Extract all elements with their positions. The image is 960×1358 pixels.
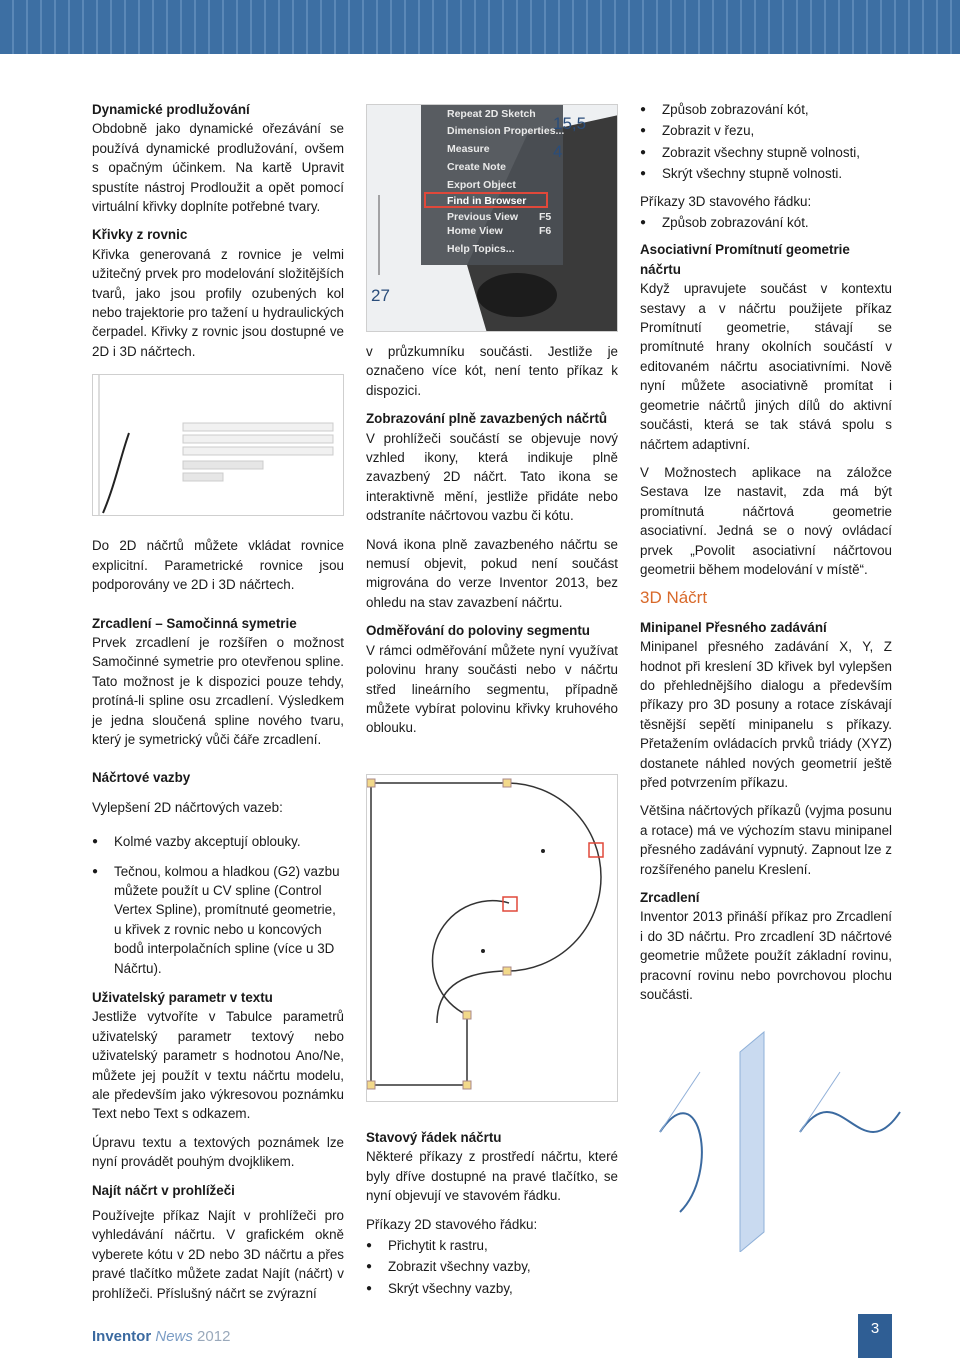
menu-item-dimension-properties[interactable]: Dimension Properties... xyxy=(447,125,565,137)
paragraph: Prvek zrcadlení je rozšířen o možnost Samočinné symetrie pro otevřenou spline. Tato možnost je k dispozici pouze tehdy, protíná-li spline osu zrcadlení. Výsledkem je jedna sloučená spline nového tvaru, který je symetrický vůči čáře zrcadlení. xyxy=(92,634,344,747)
paragraph: Příkazy 2D stavového řádku: xyxy=(366,1216,538,1232)
dimension-label: 15,5 xyxy=(553,114,587,133)
bullet-list xyxy=(640,213,892,232)
section-title: Odměřování do poloviny segmentu xyxy=(366,623,590,639)
column-2 xyxy=(366,342,618,747)
section-title: Zobrazování plně zavazbených náčrtů xyxy=(366,411,608,427)
shortcut-label: F6 xyxy=(539,225,552,237)
paragraph: Nová ikona plně zavazbeného náčrtu se nemusí objevit, pokud není součást migrována do verze Inventor 2013, bez ohledu na stav zavazbení náčrtu. xyxy=(366,536,618,610)
mirror-3d-figure xyxy=(640,1012,940,1252)
paragraph: Úpravu textu a textových poznámek lze nyní provádět pouhým dvojklikem. xyxy=(92,1134,344,1170)
list-item: ● Kolmé vazby akceptují oblouky. xyxy=(92,832,344,851)
section-title: Asociativní Promítnutí geometrie náčrtu xyxy=(640,242,850,277)
list-item: ● Skrýt všechny stupně volnosti. xyxy=(640,164,892,183)
menu-item-create-note[interactable]: Create Note xyxy=(447,161,506,173)
paragraph: Příkazy 3D stavového řádku: xyxy=(640,193,812,209)
chapter-heading: 3D Náčrt xyxy=(640,588,708,608)
equation-curve-illustration xyxy=(93,375,344,516)
section-title: Náčrtové vazby xyxy=(92,770,191,786)
sketch-midpoint-figure xyxy=(366,774,618,1102)
section-title: Křivky z rovnic xyxy=(92,227,188,243)
dimension-label: 4 xyxy=(553,142,563,161)
paragraph: Vylepšení 2D náčrtových vazeb: xyxy=(92,799,283,815)
list-item: ● Skrýt všechny vazby, xyxy=(366,1279,618,1298)
paragraph: v průzkumníku součásti. Jestliže je označeno více kót, není tento příkaz k dispozici. xyxy=(366,344,618,398)
page-number: 3 xyxy=(858,1314,892,1358)
brand-suffix: News xyxy=(155,1328,193,1345)
section-title: Najít náčrt v prohlížeči xyxy=(92,1182,235,1198)
section-title: Zrcadlení xyxy=(640,890,700,906)
paragraph: Většina náčrtových příkazů (vyjma posunu a rotace) má ve výchozím stavu minipanel přesného zadávání vypnutý. Zapnout lze z rozšířeného panelu Kreslení. xyxy=(640,803,892,877)
menu-item-home-view[interactable]: Home View xyxy=(447,225,503,237)
paragraph: V rámci odměřování můžete nyní využívat polovinu hrany součásti nebo v náčrtu střed lineárního segmentu, případně můžete vybírat polovinu křivky kruhového oblouku. xyxy=(366,642,618,736)
list-item: ● Zobrazit všechny stupně volnosti, xyxy=(640,143,892,162)
bullet-list xyxy=(640,100,892,184)
list-item: ● Zobrazit v řezu, xyxy=(640,121,892,140)
paragraph: V prohlížeči součástí se objevuje nový vzhled ikony, která indikuje plně zavazbený 2D náčrt. Tato ikona se interaktivně mění, jestliže přidáte nebo odstraníte náčrtovou vazbu či kótu. xyxy=(366,430,618,524)
column-1 xyxy=(92,100,344,1312)
column-2-bottom xyxy=(366,1128,618,1306)
menu-item-find-in-browser[interactable]: Find in Browser xyxy=(447,195,527,207)
bullet-list xyxy=(92,832,344,978)
section-title: Dynamické prodlužování xyxy=(92,102,250,117)
list-item: ● Tečnou, kolmou a hladkou (G2) vazbu můžete použít u CV spline (Control Vertex Spline), promítnuté geometrie, u křivek z rovnic nebo u koncových bodů interpolačních spline (více u 3D Náčrtu). xyxy=(92,862,344,978)
brand-name: Inventor xyxy=(92,1328,152,1345)
mirror-illustration xyxy=(640,1012,940,1252)
menu-item-repeat-sketch[interactable]: Repeat 2D Sketch xyxy=(447,108,536,120)
context-menu-figure xyxy=(366,104,618,332)
brand-year: 2012 xyxy=(197,1328,231,1345)
section-title: Zrcadlení – Samočinná symetrie xyxy=(92,615,297,631)
footer-brand xyxy=(92,1328,230,1345)
paragraph: Když upravujete součást v kontextu sestavy a v náčrtu použijete příkaz Promítnutí geometrie, stávají se promítnuté hrany okolních součástí v editovaném náčrtu asociativními. Nově nyní můžete asociativně promítat i geometrie náčrtů jiných dílů do aktivní součásti, která se tak stává spolu s náčrtem adaptivní. xyxy=(640,281,892,452)
list-item: ● Způsob zobrazování kót, xyxy=(640,100,892,119)
paragraph: Křivka generovaná z rovnice je velmi užitečný prvek pro modelování složitějších tvarů, jako jsou profily ozubených kol nebo trajektorie pro tažení u hydraulických čerpadel. Křivky z rovnic jsou dostupné ve 2D i 3D náčrtech. xyxy=(92,246,344,359)
section-title: Uživatelský parametr v textu xyxy=(92,990,273,1005)
paragraph: V Možnostech aplikace na záložce Sestava lze nastavit, zda má být promítnutá náčrtová geometrie asociativní. Jedná se o nový ovládací prvek „Povolit asociativní náčrtovou geometrii během modelování v místě“. xyxy=(640,464,892,577)
list-item: ● Přichytit k rastru, xyxy=(366,1236,618,1255)
paragraph: Minipanel přesného zadávání X, Y, Z hodnot při kreslení 3D křivek byl vylepšen do přehlednějšího dialogu a především příkazy pro 3D posuny a rotace získávají těsnější sepětí minipanelu s příkazy. Přetažením ovládacích prvků triády (XYZ) dostanete náhled nových geometrií ještě před potvrzením příkazu. xyxy=(640,639,892,790)
bullet-list xyxy=(366,1236,618,1298)
figure-caption: Do 2D náčrtů můžete vkládat rovnice explicitní. Parametrické rovnice jsou podporovány ve 2D i 3D náčrtech. xyxy=(92,538,344,593)
list-item: ● Způsob zobrazování kót. xyxy=(640,213,892,232)
section-title: Stavový řádek náčrtu xyxy=(366,1130,502,1145)
column-3 xyxy=(640,100,892,1013)
paragraph: Používejte příkaz Najít v prohlížeči pro vyhledávání náčrtu. V grafickém okně vyberete kótu v 2D nebo 3D náčrtu a přes pravé tlačítko můžete zadat Najít (náčrt) v prohlížeči. Příslušný náčrt se zvýrazní xyxy=(92,1208,344,1301)
paragraph: Některé příkazy z prostředí náčrtu, které byly dříve dostupné na pravé tlačítko, se nyní objevují ve stavovém řádku. xyxy=(366,1149,618,1204)
header-band xyxy=(0,0,960,54)
menu-item-previous-view[interactable]: Previous View xyxy=(447,211,519,223)
equation-curve-figure xyxy=(92,374,344,516)
paragraph: Jestliže vytvoříte v Tabulce parametrů uživatelský parametr textový nebo uživatelský parametr s hodnotou Ano/Ne, můžete jej použít v textu náčrtu modelu, ale především jako výkresovou poznámku Text nebo Text s odkazem. xyxy=(92,1009,344,1122)
sketch-illustration xyxy=(367,775,618,1102)
dimension-label: 27 xyxy=(371,286,390,305)
paragraph: Obdobně jako dynamické ořezávání se používá dynamické prodlužování, ovšem s opačným účinkem. Na kartě Upravit spustíte nástroj Prodloužit a opět pomocí virtuální křivky doplníte potřebné tvary. xyxy=(92,121,344,215)
paragraph: Inventor 2013 přináší příkaz pro Zrcadlení i do 3D náčrtu. Pro zrcadlení 3D náčrtové geometrie můžete použít základní rovinu, pracovní rovinu nebo povrchovou plochu součásti. xyxy=(640,909,892,1003)
menu-item-measure[interactable]: Measure xyxy=(447,143,490,155)
section-title: Minipanel Přesného zadávání xyxy=(640,619,827,635)
menu-item-export-object[interactable]: Export Object xyxy=(447,179,516,191)
list-item: ● Zobrazit všechny vazby, xyxy=(366,1257,618,1276)
shortcut-label: F5 xyxy=(539,211,552,223)
menu-item-help-topics[interactable]: Help Topics... xyxy=(447,243,515,255)
